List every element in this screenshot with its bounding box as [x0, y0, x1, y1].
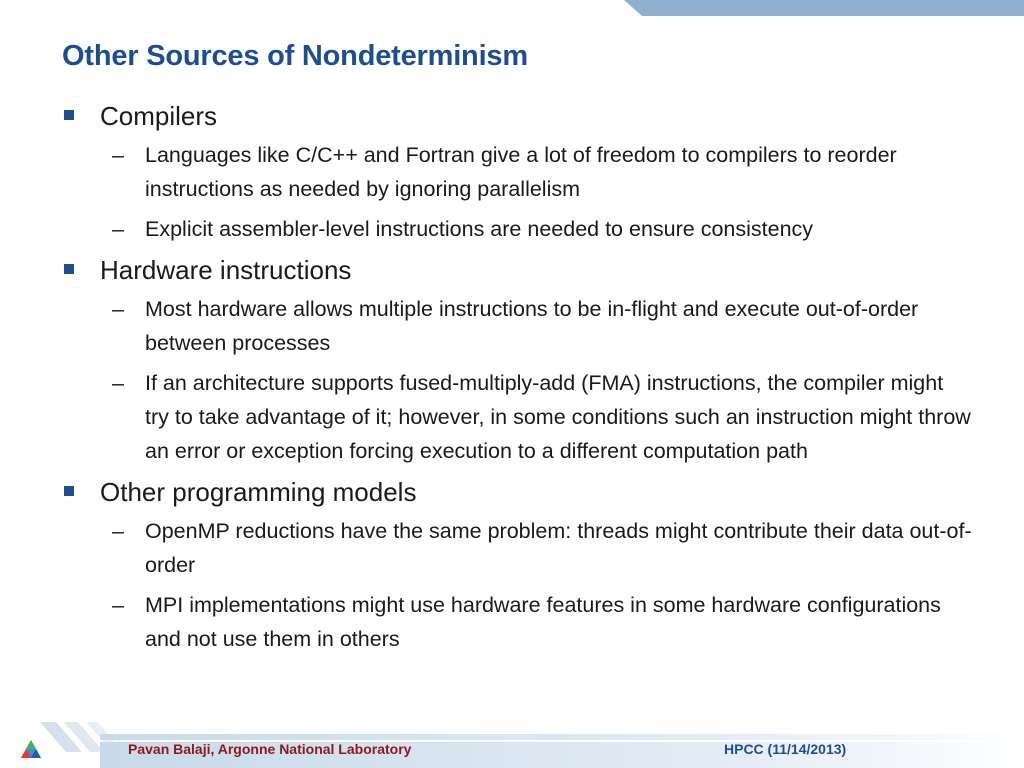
dash-bullet-icon: – — [112, 143, 124, 167]
bullet-other-programming-models — [62, 476, 972, 508]
bullet-heading: Compilers — [100, 101, 218, 131]
sub-bullet — [62, 212, 972, 246]
bullet-heading: Other programming models — [100, 477, 417, 507]
dash-bullet-icon: – — [112, 217, 124, 241]
bullet-compilers — [62, 100, 972, 132]
sub-bullet-text: Languages like C/C++ and Fortran give a lot of freedom to compilers to reorder instructions as needed by ignoring parallelism — [145, 143, 897, 201]
slide-content — [62, 100, 972, 656]
bullet-heading: Hardware instructions — [100, 255, 352, 285]
footer-event-date: HPCC (11/14/2013) — [724, 741, 847, 757]
sub-bullet — [62, 514, 972, 582]
sub-bullet — [62, 138, 972, 206]
square-bullet-icon — [64, 110, 74, 120]
sub-bullet — [62, 292, 972, 360]
sub-bullet-text: Most hardware allows multiple instructions to be in-flight and execute out-of-order between processes — [145, 297, 919, 355]
bullet-hardware-instructions — [62, 254, 972, 286]
footer-presenter: Pavan Balaji, Argonne National Laboratory — [128, 741, 412, 757]
sub-bullet-text: MPI implementations might use hardware features in some hardware configurations and not use them in others — [145, 593, 941, 651]
dash-bullet-icon: – — [112, 297, 124, 321]
footer-decorative-band — [0, 708, 1024, 768]
sub-bullet — [62, 366, 972, 468]
dash-bullet-icon: – — [112, 371, 124, 395]
sub-bullet — [62, 588, 972, 656]
sub-bullet-text: Explicit assembler-level instructions are needed to ensure consistency — [145, 217, 814, 241]
slide-title: Other Sources of Nondeterminism — [62, 40, 528, 72]
dash-bullet-icon: – — [112, 593, 124, 617]
square-bullet-icon — [64, 264, 74, 274]
square-bullet-icon — [64, 486, 74, 496]
dash-bullet-icon: – — [112, 519, 124, 543]
top-decorative-band — [624, 0, 1024, 16]
argonne-logo-icon — [20, 739, 42, 759]
sub-bullet-text: OpenMP reductions have the same problem: threads might contribute their data out-of-order — [145, 519, 972, 577]
sub-bullet-text: If an architecture supports fused-multiply-add (FMA) instructions, the compiler might try to take advantage of it; however, in some conditions such an instruction might throw an error or exception forcing execution to a different computation path — [145, 371, 971, 463]
